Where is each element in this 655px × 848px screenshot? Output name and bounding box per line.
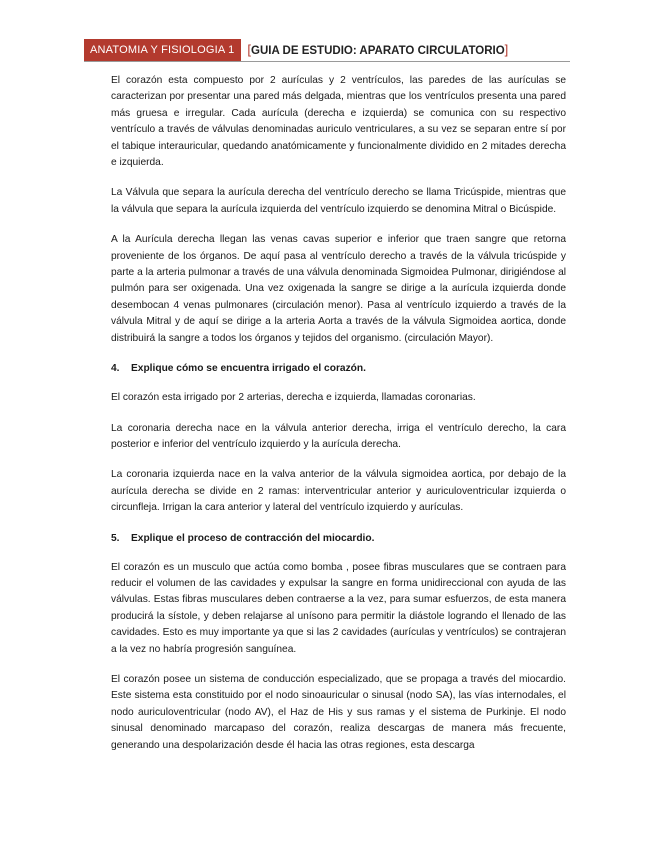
question-number: 4. bbox=[111, 363, 120, 375]
paragraph-irrigation: El corazón esta irrigado por 2 arterias, derecha e izquierda, llamadas coronarias. bbox=[111, 392, 476, 404]
question-5 bbox=[111, 531, 566, 547]
paragraph-right-coronary: La coronaria derecha nace en la válvula anterior derecha, irriga el ventrículo derecho, la cara posterior e inferior del ventrículo izquierdo y la aurícula derecha. bbox=[111, 422, 566, 450]
paragraph-conduction-system: El corazón posee un sistema de conducción especializado, que se propaga a través del miocardio. Este sistema esta constituido por el nodo sinoauricular o sinusal (nodo SA), las vías internodales, el nodo auriculoventricular (nodo AV), el Haz de His y sus ramas y el sistema de Purkinje. El nodo sinusal denominado marcapaso del corazón, realiza descargas de manera más frecuente, generando una despolarización desde él hacia las otras regiones, esta descarga bbox=[111, 673, 566, 751]
page-header bbox=[84, 39, 570, 62]
question-number: 5. bbox=[111, 532, 120, 544]
question-text: Explique el proceso de contracción del miocardio. bbox=[131, 532, 375, 544]
paragraph-circulation: A la Aurícula derecha llegan las venas cavas superior e inferior que traen sangre que retorna proveniente de los órganos. De aquí pasa al ventrículo derecho a través de la válvula tricúspide y parte a la arteria pulmonar a través de una válvula denominada Sigmoidea Pulmonar, dirigiéndose al pulmón para ser oxigenada. Una vez oxigenada la sangre se dirige a la aurícula izquierda donde desembocan 4 venas pulmonares (circulación menor). Pasa al ventrículo izquierdo a través de la válvula Mitral y de aquí se dirige a la arteria Aorta a través de la válvula Sigmoidea aortica, donde distribuirá la sangre a todos los órganos y tejidos del organismo. (circulación Mayor). bbox=[111, 234, 566, 344]
question-text: Explique cómo se encuentra irrigado el corazón. bbox=[131, 363, 366, 375]
title-bracket-close: ] bbox=[504, 42, 509, 57]
paragraph-left-coronary: La coronaria izquierda nace en la valva anterior de la válvula sigmoidea aortica, por debajo de la aurícula derecha se divide en 2 ramas: interventricular anterior y auriculoventricular izquierda o circunfleja. Irrigan la cara anterior y lateral del ventrículo izquierdo y aurículas. bbox=[111, 469, 566, 514]
paragraph-heart-structure: El corazón esta compuesto por 2 aurículas y 2 ventrículos, las paredes de las aurículas se caracterizan por presentar una pared más delgada, mientras que los ventrículos presenta una pared más gruesa e irregular. Cada aurícula (derecha e izquierda) se comunica con su respectivo ventrículo a través de válvulas denominadas auriculo ventriculares, a su vez se separan entre sí por el tabique interauricular, quedando anatómicamente y funcionalmente dividido en 2 mitades derecha e izquierda. bbox=[111, 75, 566, 169]
title-bracket-open: [ bbox=[247, 42, 252, 57]
paragraph-contraction: El corazón es un musculo que actúa como bomba , posee fibras musculares que se contraen para reducir el volumen de las cavidades y expulsar la sangre en forma unidireccional con ayuda de las válvulas. Estas fibras musculares deben contraerse a la vez, para sumar esfuerzos, de esta manera producirá la sístole, y deben relajarse al unísono para permitir la diástole logrando el llenado de las cavidades. Esto es muy importante ya que si las 2 cavidades (aurículas y ventrículos) se contrajeran a la vez no habría progresión sanguínea. bbox=[111, 561, 566, 655]
document-body bbox=[111, 73, 566, 768]
document-title bbox=[247, 39, 508, 62]
question-4 bbox=[111, 361, 566, 377]
title-text: GUIA DE ESTUDIO: APARATO CIRCULATORIO bbox=[251, 45, 505, 57]
paragraph-valves: La Válvula que separa la aurícula derecha del ventrículo derecho se llama Tricúspide, mientras que la válvula que separa la aurícula izquierda del ventrículo izquierdo se denomina Mitral o Bicúspide. bbox=[111, 187, 566, 215]
course-tag: ANATOMIA Y FISIOLOGIA 1 bbox=[84, 39, 241, 61]
